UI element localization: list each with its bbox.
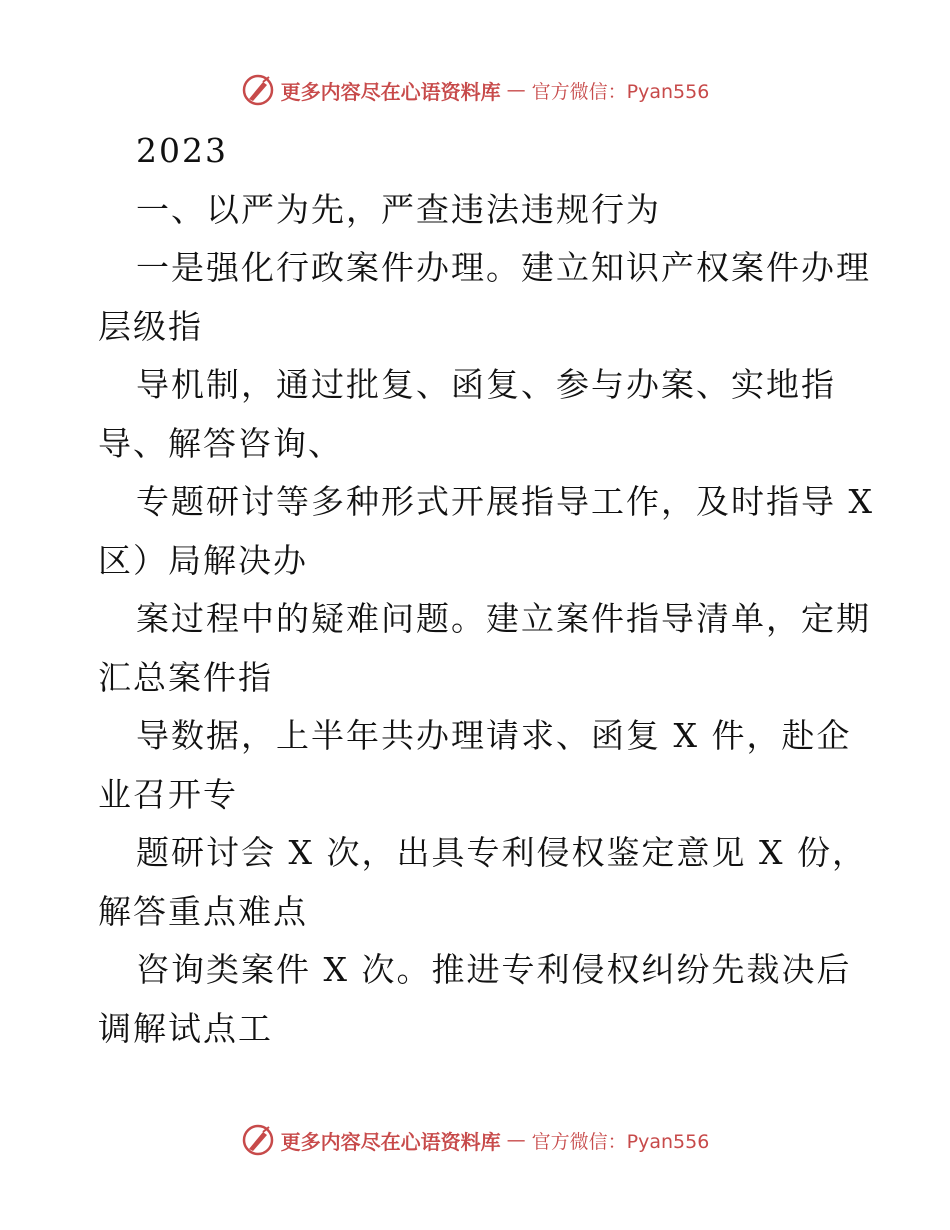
- text-line: 2023: [136, 131, 228, 170]
- quill-logo-icon: [241, 73, 275, 107]
- document-body: [98, 122, 874, 1058]
- text-line: 区）局解决办: [98, 540, 308, 580]
- footer-watermark: [0, 1120, 950, 1160]
- text-line: 一是强化行政案件办理。建立知识产权案件办理: [136, 248, 871, 287]
- watermark-dash: —: [506, 1129, 526, 1151]
- watermark-sub-text: 官方微信：Pyan556: [531, 1130, 710, 1153]
- text-line: 导、解答咨询、: [98, 423, 343, 463]
- watermark-dash: —: [506, 79, 526, 101]
- text-line: 调解试点工: [98, 1008, 273, 1048]
- text-line: 一、以严为先，严查违法违规行为: [136, 189, 661, 229]
- watermark-main-text: 更多内容尽在心语资料库: [280, 1129, 501, 1154]
- text-line: 业召开专: [98, 774, 238, 814]
- watermark-main-text: 更多内容尽在心语资料库: [280, 79, 501, 104]
- quill-logo-icon: [241, 1123, 275, 1157]
- text-line: 解答重点难点: [98, 891, 308, 931]
- text-line: 题研讨会 X 次，出具专利侵权鉴定意见 X 份，: [136, 833, 867, 872]
- watermark-sub-text: 官方微信：Pyan556: [531, 80, 710, 103]
- text-line: 汇总案件指: [98, 657, 273, 697]
- text-line: 导机制，通过批复、函复、参与办案、实地指: [136, 365, 836, 404]
- text-line: 咨询类案件 X 次。推进专利侵权纠纷先裁决后: [136, 950, 852, 989]
- text-line: 层级指: [98, 306, 203, 346]
- text-line: 专题研讨等多种形式开展指导工作，及时指导 X: [136, 482, 874, 521]
- text-line: 导数据，上半年共办理请求、函复 X 件，赴企: [136, 716, 852, 755]
- header-watermark: [0, 70, 950, 110]
- text-line: 案过程中的疑难问题。建立案件指导清单，定期: [136, 599, 871, 638]
